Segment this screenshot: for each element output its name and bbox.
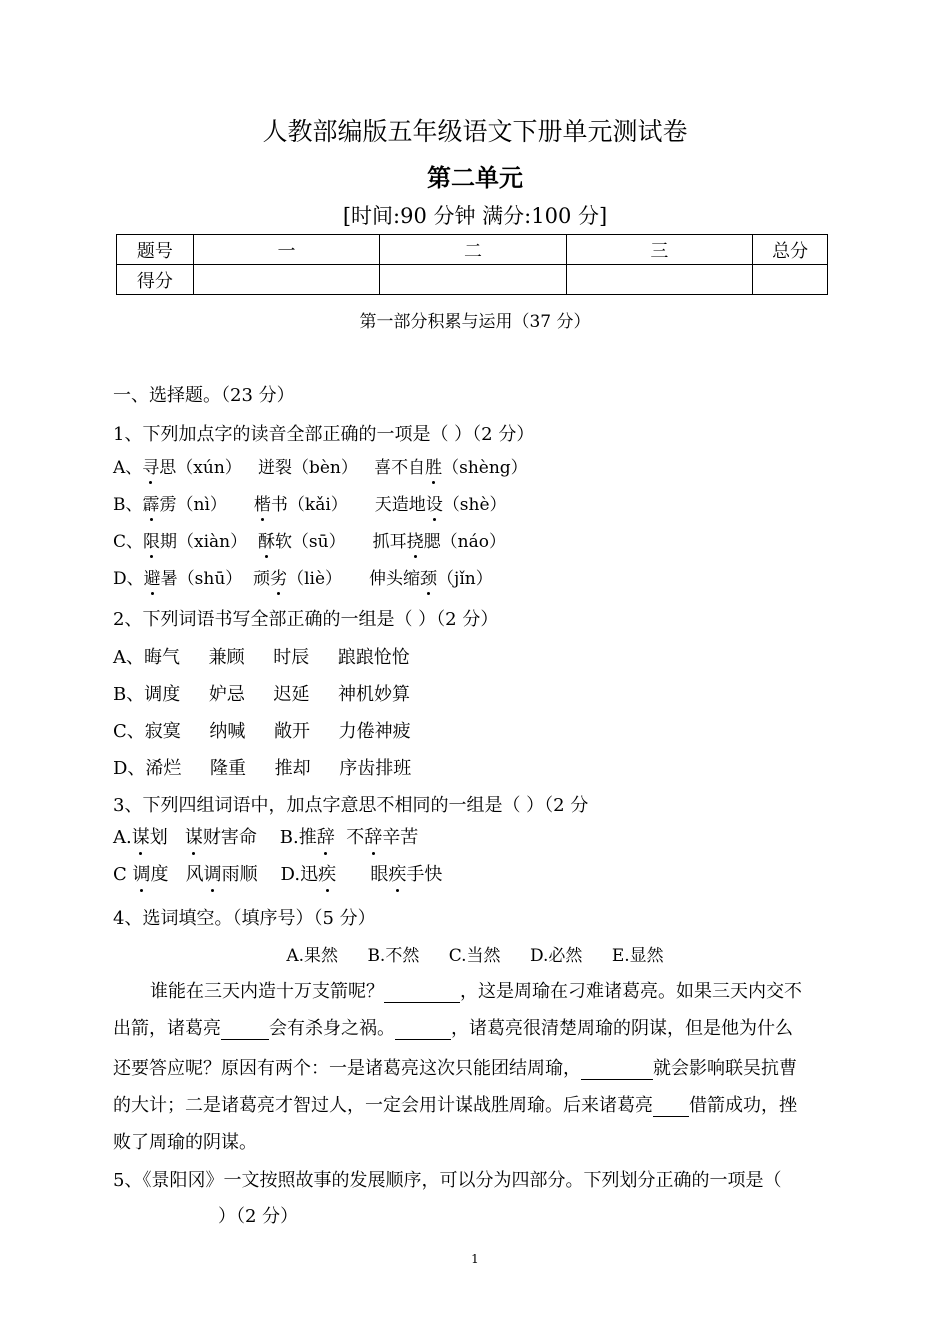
header-cell: 一 xyxy=(193,235,379,265)
fill-blank[interactable] xyxy=(395,1021,451,1040)
dotted-char: 辞 xyxy=(317,823,335,849)
option-text: 软（sū） 抓耳 xyxy=(274,532,407,552)
passage-text: 借箭成功，挫 xyxy=(689,1095,797,1116)
dotted-char: 设 xyxy=(426,490,443,515)
q3-options-ab xyxy=(113,823,418,849)
section1-heading: 一、选择题。（23 分） xyxy=(113,385,295,406)
q2-option-c: C、寂寞 纳喊 敞开 力倦神疲 xyxy=(113,721,411,742)
header-cell: 题号 xyxy=(117,235,194,265)
option-text: （shè） xyxy=(442,495,507,515)
dotted-char: 颈 xyxy=(420,564,437,589)
passage-text: 的大计；二是诸葛亮才智过人，一定会用计谋战胜周瑜。后来诸葛亮 xyxy=(113,1095,653,1116)
fill-blank[interactable] xyxy=(653,1098,689,1117)
option-text: 财害命 B.推 xyxy=(202,827,317,848)
score-cell[interactable] xyxy=(193,265,379,295)
q3-options-cd xyxy=(113,860,442,886)
score-cell[interactable] xyxy=(380,265,566,295)
option-prefix: A. xyxy=(113,827,132,848)
q5-stem-tail: ）（2 分） xyxy=(218,1206,299,1227)
option-text: 思（xún） 迸裂（bèn） 喜不自 xyxy=(159,458,426,478)
q4-paragraph-line xyxy=(113,1014,793,1040)
option-text: 腮（náo） xyxy=(423,532,506,552)
option-text: 眼 xyxy=(336,864,389,885)
dotted-char: 劣 xyxy=(270,564,287,589)
header-cell: 三 xyxy=(566,235,752,265)
dotted-char: 酥 xyxy=(258,527,275,552)
option-prefix: C、 xyxy=(113,532,144,552)
option-text: 度 风 xyxy=(150,864,204,885)
option-text: 雨顺 D.迅 xyxy=(221,864,319,885)
option-prefix: A、 xyxy=(113,458,143,478)
page-title: 人教部编版五年级语文下册单元测试卷 xyxy=(262,117,688,146)
passage-text: 还要答应呢？原因有两个：一是诸葛亮这次只能团结周瑜， xyxy=(113,1058,581,1079)
dotted-char: 霹 xyxy=(143,490,160,515)
q2-option-a: A、晦气 兼顾 时辰 踉踉怆怆 xyxy=(113,647,410,668)
q1-option-b xyxy=(113,490,507,515)
q4-paragraph-line xyxy=(113,1091,797,1117)
header-cell: 总分 xyxy=(753,235,828,265)
dotted-char: 疾 xyxy=(388,860,406,886)
header-cell: 二 xyxy=(380,235,566,265)
option-text: 暑（shū） 顽 xyxy=(160,569,271,589)
score-cell[interactable] xyxy=(566,265,752,295)
fill-blank[interactable] xyxy=(581,1061,653,1080)
option-text: （jǐn） xyxy=(437,569,493,589)
q4-word-options xyxy=(0,941,950,966)
option-prefix: B、 xyxy=(113,495,143,515)
page-number: 1 xyxy=(471,1252,479,1266)
option-text: 手快 xyxy=(406,864,443,885)
option-text: （shèng） xyxy=(442,458,528,478)
score-table xyxy=(116,234,828,295)
dotted-char: 辞 xyxy=(364,823,382,849)
q2-option-d: D、浠烂 隆重 推却 序齿排班 xyxy=(113,758,412,779)
q5-stem: 5、《景阳冈》一文按照故事的发展顺序，可以分为四部分。下列划分正确的一项是（ xyxy=(113,1170,782,1191)
option-prefix: C xyxy=(113,864,133,885)
dotted-char: 避 xyxy=(144,564,161,589)
passage-text: 会有杀身之祸。 xyxy=(269,1018,395,1039)
passage-text: ，这是周瑜在刁难诸葛亮。如果三天内交不 xyxy=(460,981,802,1002)
q1-option-a xyxy=(113,453,528,478)
word-option: E.显然 xyxy=(611,946,664,966)
fill-blank[interactable] xyxy=(221,1021,269,1040)
dotted-char: 寻 xyxy=(142,453,159,478)
q4-paragraph-line: 败了周瑜的阴谋。 xyxy=(113,1132,257,1153)
option-text: 不 xyxy=(334,827,365,848)
time-info: [时间:90 分钟 满分:100 分] xyxy=(342,204,608,228)
dotted-char: 疾 xyxy=(318,860,336,886)
part1-heading: 第一部分积累与运用（37 分） xyxy=(359,312,591,332)
q2-option-b: B、调度 妒忌 迟延 神机妙算 xyxy=(113,684,411,705)
word-option: C.当然 xyxy=(448,946,501,966)
dotted-char: 楷 xyxy=(254,490,271,515)
option-text: 划 xyxy=(149,827,185,848)
option-text: 期（xiàn） xyxy=(160,532,258,552)
dotted-char: 限 xyxy=(143,527,160,552)
passage-text: 谁能在三天内造十万支箭呢？ xyxy=(150,981,384,1002)
option-text: 书（kǎi） 天造地 xyxy=(270,495,426,515)
option-prefix: D、 xyxy=(113,569,144,589)
score-table-header-row xyxy=(117,235,828,265)
dotted-char: 调 xyxy=(133,860,151,886)
word-option: D.必然 xyxy=(529,946,583,966)
word-option: B.不然 xyxy=(367,946,420,966)
dotted-char: 谋 xyxy=(132,823,150,849)
score-table-score-row xyxy=(117,265,828,295)
q4-paragraph-line xyxy=(150,977,802,1003)
q4-paragraph-line xyxy=(113,1054,797,1080)
q2-stem: 2、下列词语书写全部正确的一组是（ ）（2 分） xyxy=(113,609,499,630)
q3-stem: 3、下列四组词语中，加点字意思不相同的一组是（ ）（2 分 xyxy=(113,795,589,816)
q4-stem: 4、选词填空。（填序号）（5 分） xyxy=(113,908,376,929)
dotted-char: 挠 xyxy=(407,527,424,552)
score-cell[interactable] xyxy=(753,265,828,295)
fill-blank[interactable] xyxy=(384,984,460,1003)
row-label: 得分 xyxy=(117,265,194,295)
unit-subtitle: 第二单元 xyxy=(427,164,523,192)
word-option: A.果然 xyxy=(286,946,339,966)
q1-option-c xyxy=(113,527,506,552)
passage-text: 就会影响联吴抗曹 xyxy=(653,1058,797,1079)
q1-stem: 1、下列加点字的读音全部正确的一项是（ ）（2 分） xyxy=(113,424,535,445)
option-text: 辛苦 xyxy=(382,827,419,848)
dotted-char: 胜 xyxy=(425,453,442,478)
q1-option-d xyxy=(113,564,493,589)
dotted-char: 调 xyxy=(204,860,222,886)
dotted-char: 谋 xyxy=(185,823,203,849)
passage-text: ，诸葛亮很清楚周瑜的阴谋，但是他为什么 xyxy=(451,1018,793,1039)
option-text: 雳（nì） xyxy=(159,495,254,515)
passage-text: 出箭，诸葛亮 xyxy=(113,1018,221,1039)
option-text: （liè） 伸头缩 xyxy=(287,569,421,589)
